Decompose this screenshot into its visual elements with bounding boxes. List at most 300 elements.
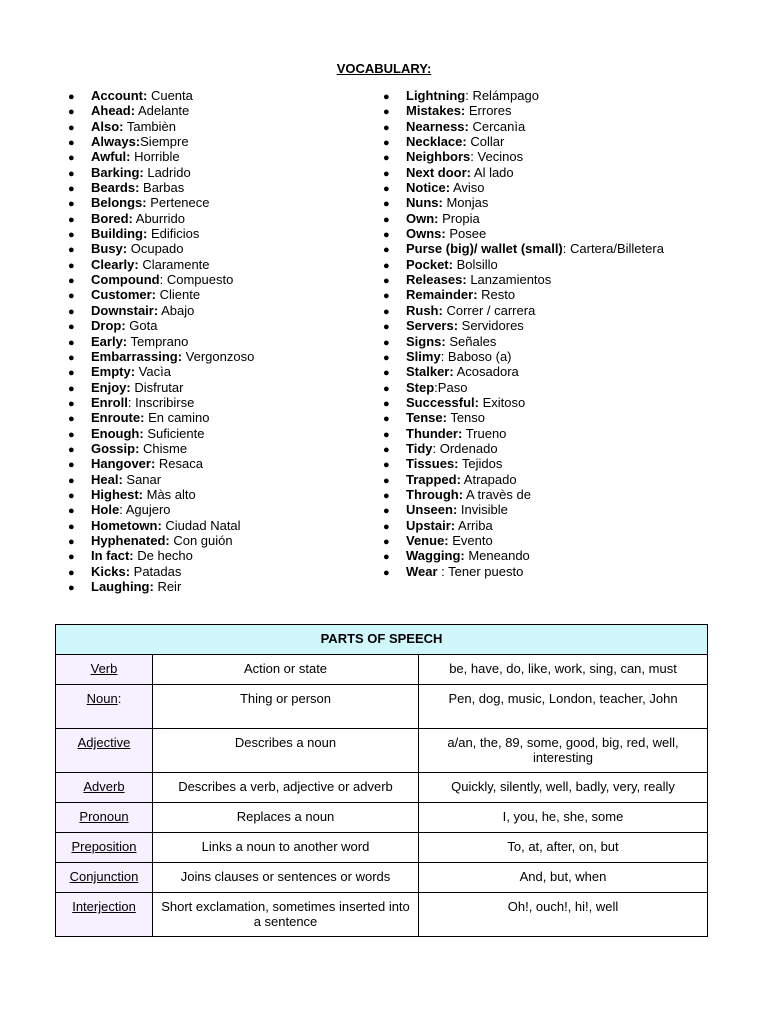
table-row	[56, 773, 708, 803]
bullet-icon: ●	[383, 443, 390, 456]
vocab-item	[68, 257, 254, 272]
bullet-icon: ●	[383, 505, 390, 518]
vocab-term: Necklace:	[406, 134, 467, 150]
part-of-speech-label: Interjection	[72, 899, 136, 914]
part-of-speech-name	[56, 803, 153, 833]
bullet-icon: ●	[383, 351, 390, 364]
bullet-icon: ●	[68, 382, 75, 395]
vocab-item	[68, 518, 254, 533]
vocab-item	[383, 395, 664, 410]
part-of-speech-label: Pronoun	[79, 809, 129, 824]
vocab-item	[68, 564, 254, 579]
vocab-definition: Resto	[477, 287, 516, 303]
bullet-icon: ●	[383, 106, 390, 119]
vocab-term: Thunder:	[406, 425, 463, 441]
vocab-definition: Tenso	[446, 410, 486, 426]
vocabulary-column-left	[68, 88, 254, 594]
vocab-definition: Posee	[445, 226, 487, 242]
bullet-icon: ●	[383, 413, 390, 426]
bullet-icon: ●	[383, 397, 390, 410]
bullet-icon: ●	[68, 397, 75, 410]
vocab-definition: Lanzamientos	[466, 272, 552, 288]
vocab-item	[68, 318, 254, 333]
vocab-definition: Vecinos	[473, 149, 524, 165]
vocab-item	[68, 410, 254, 425]
bullet-icon: ●	[68, 106, 75, 119]
vocab-item	[383, 426, 664, 441]
vocab-term: Early:	[91, 333, 128, 349]
vocab-item	[383, 487, 664, 502]
part-of-speech-label: Noun	[86, 691, 118, 706]
vocab-term: Enough:	[91, 425, 144, 441]
table-row	[56, 893, 708, 937]
bullet-icon: ●	[68, 152, 75, 165]
bullet-icon: ●	[383, 137, 390, 150]
part-of-speech-label: Adjective	[77, 735, 131, 750]
vocab-definition: Aburrido	[132, 210, 185, 226]
vocab-definition: Claramente	[138, 256, 210, 272]
part-of-speech-description: Links a noun to another word	[153, 833, 419, 863]
vocab-item	[383, 103, 664, 118]
vocab-item	[68, 180, 254, 195]
vocab-term: Hometown:	[91, 517, 162, 533]
part-of-speech-label: Verb	[90, 661, 118, 676]
vocab-item	[383, 149, 664, 164]
vocab-item	[68, 165, 254, 180]
vocab-term: Stalker:	[406, 364, 454, 380]
vocab-item	[68, 579, 254, 594]
vocab-definition: Temprano	[127, 333, 189, 349]
vocab-definition: Siempre	[140, 134, 189, 150]
vocab-item	[68, 241, 254, 256]
bullet-icon: ●	[383, 244, 390, 257]
vocab-item	[383, 441, 664, 456]
vocab-term: Step	[406, 379, 435, 395]
bullet-icon: ●	[383, 121, 390, 134]
table-header: PARTS OF SPEECH	[56, 625, 708, 655]
vocab-term: Heal:	[91, 471, 123, 487]
vocab-definition: Cuenta	[147, 88, 193, 103]
vocab-item	[383, 548, 664, 563]
part-of-speech-name	[56, 773, 153, 803]
vocab-item	[68, 472, 254, 487]
vocab-item	[383, 180, 664, 195]
bullet-icon: ●	[383, 520, 390, 533]
vocab-definition: Correr / carrera	[442, 302, 536, 318]
part-of-speech-name	[56, 863, 153, 893]
vocab-definition: Màs alto	[143, 486, 196, 502]
bullet-icon: ●	[68, 321, 75, 334]
vocab-item	[68, 103, 254, 118]
vocab-definition: Cartera/Billetera	[566, 241, 664, 257]
bullet-icon: ●	[68, 275, 75, 288]
part-of-speech-description: Joins clauses or sentences or words	[153, 863, 419, 893]
bullet-icon: ●	[383, 259, 390, 272]
bullet-icon: ●	[68, 198, 75, 211]
part-of-speech-name	[56, 655, 153, 685]
bullet-icon: ●	[68, 459, 75, 472]
bullet-icon: ●	[383, 275, 390, 288]
vocab-item	[68, 426, 254, 441]
vocab-term: Pocket:	[406, 256, 453, 272]
vocab-definition: Ladrido	[143, 164, 191, 180]
vocab-term: Remainder:	[406, 287, 478, 303]
vocab-term: Rush:	[406, 302, 443, 318]
bullet-icon: ●	[383, 305, 390, 318]
vocab-definition: Relámpago	[468, 88, 539, 103]
vocab-item	[68, 195, 254, 210]
vocab-item	[383, 119, 664, 134]
vocab-item	[383, 410, 664, 425]
vocab-term: Hyphenated:	[91, 532, 170, 548]
vocab-term: Hole	[91, 502, 120, 518]
vocab-term: Ahead:	[91, 103, 136, 119]
vocab-term: Gossip:	[91, 440, 140, 456]
vocab-definition: Bolsillo	[452, 256, 498, 272]
vocab-term: Beards:	[91, 180, 140, 196]
vocab-item	[68, 364, 254, 379]
vocab-separator: :	[119, 502, 123, 518]
bullet-icon: ●	[68, 336, 75, 349]
bullet-icon: ●	[68, 167, 75, 180]
table-row	[56, 655, 708, 685]
vocab-separator: :	[434, 379, 438, 395]
bullet-icon: ●	[68, 413, 75, 426]
vocab-definition: Pertenece	[146, 195, 210, 211]
vocab-item	[68, 441, 254, 456]
part-of-speech-description: Replaces a noun	[153, 803, 419, 833]
vocab-term: Wagging:	[406, 548, 465, 564]
vocab-term: Embarrassing:	[91, 348, 183, 364]
vocab-item	[383, 226, 664, 241]
vocab-item	[383, 380, 664, 395]
vocab-term: Successful:	[406, 394, 479, 410]
vocab-definition: Agujero	[122, 502, 171, 518]
vocab-term: Nearness:	[406, 118, 469, 134]
vocab-term: Always:	[91, 134, 141, 150]
vocab-item	[68, 456, 254, 471]
bullet-icon: ●	[383, 535, 390, 548]
vocab-separator: :	[437, 563, 445, 579]
vocab-separator: :	[562, 241, 567, 257]
vocab-item	[383, 564, 664, 579]
bullet-icon: ●	[68, 244, 75, 257]
vocab-item	[383, 533, 664, 548]
vocab-term: Next door:	[406, 164, 471, 180]
vocab-item	[68, 134, 254, 149]
vocab-definition: Ocupado	[127, 241, 184, 257]
vocab-item	[68, 395, 254, 410]
vocab-definition: Arriba	[455, 517, 493, 533]
table-row	[56, 833, 708, 863]
vocab-definition: Con guión	[169, 532, 233, 548]
bullet-icon: ●	[68, 443, 75, 456]
part-of-speech-examples: And, but, when	[419, 863, 708, 893]
vocab-definition: Propia	[438, 210, 480, 226]
vocab-definition: Sanar	[122, 471, 162, 487]
vocab-term: Venue:	[406, 532, 449, 548]
bullet-icon: ●	[68, 582, 75, 594]
vocab-definition: Al lado	[471, 164, 514, 180]
vocab-term: Owns:	[406, 226, 446, 242]
vocab-definition: Trueno	[462, 425, 507, 441]
vocab-term: In fact:	[91, 548, 134, 564]
bullet-icon: ●	[68, 305, 75, 318]
vocab-item	[68, 226, 254, 241]
bullet-icon: ●	[383, 489, 390, 502]
table-row	[56, 803, 708, 833]
vocab-term: Hangover:	[91, 456, 156, 472]
vocab-item	[68, 487, 254, 502]
vocab-term: Own:	[406, 210, 439, 226]
vocab-definition: Tambièn	[123, 118, 177, 134]
bullet-icon: ●	[68, 229, 75, 242]
vocab-term: Kicks:	[91, 563, 131, 579]
vocab-term: Enjoy:	[91, 379, 131, 395]
vocab-definition: Cliente	[156, 287, 201, 303]
vocabulary-column-right	[383, 88, 664, 579]
vocab-item	[383, 334, 664, 349]
bullet-icon: ●	[68, 535, 75, 548]
vocab-item	[383, 472, 664, 487]
page-title: VOCABULARY:	[336, 61, 432, 76]
vocab-item	[383, 272, 664, 287]
part-of-speech-label: Conjunction	[69, 869, 139, 884]
vocab-item	[383, 165, 664, 180]
vocab-definition: Compuesto	[163, 272, 234, 288]
vocab-definition: Patadas	[130, 563, 182, 579]
vocab-item	[383, 349, 664, 364]
vocab-item	[68, 149, 254, 164]
vocab-term: Releases:	[406, 272, 467, 288]
part-of-speech-examples: Oh!, ouch!, hi!, well	[419, 893, 708, 937]
vocab-definition: En camino	[144, 410, 210, 426]
vocab-item	[383, 134, 664, 149]
vocab-definition: Baboso (a)	[444, 348, 512, 364]
part-of-speech-examples: Pen, dog, music, London, teacher, John	[419, 685, 708, 729]
vocab-separator: :	[440, 348, 445, 364]
vocab-term: Servers:	[406, 318, 459, 334]
bullet-icon: ●	[383, 213, 390, 226]
bullet-icon: ●	[383, 91, 390, 103]
part-of-speech-description: Thing or person	[153, 685, 419, 729]
vocab-definition: Abajo	[158, 302, 195, 318]
vocab-definition: Paso	[437, 379, 468, 395]
part-of-speech-description: Action or state	[153, 655, 419, 685]
vocab-definition: Meneando	[464, 548, 530, 564]
vocab-definition: Acosadora	[453, 364, 519, 380]
vocab-term: Through:	[406, 486, 464, 502]
vocab-definition: Barbas	[139, 180, 185, 196]
vocab-term: Tense:	[406, 410, 447, 426]
vocab-item	[383, 241, 664, 256]
bullet-icon: ●	[68, 290, 75, 303]
vocab-definition: Chisme	[139, 440, 188, 456]
vocab-term: Notice:	[406, 180, 451, 196]
table-row	[56, 729, 708, 773]
vocab-definition: Vergonzoso	[182, 348, 255, 364]
vocab-term: Enroute:	[91, 410, 145, 426]
vocab-item	[383, 502, 664, 517]
bullet-icon: ●	[68, 520, 75, 533]
vocab-item	[383, 318, 664, 333]
bullet-icon: ●	[383, 382, 390, 395]
vocab-term: Laughing:	[91, 579, 154, 594]
vocab-separator: :	[432, 440, 437, 456]
vocab-term: Enroll	[91, 394, 128, 410]
vocab-term: Barking:	[91, 164, 144, 180]
bullet-icon: ●	[383, 336, 390, 349]
vocab-item	[68, 349, 254, 364]
part-of-speech-examples: To, at, after, on, but	[419, 833, 708, 863]
vocab-definition: Exitoso	[478, 394, 526, 410]
part-of-speech-examples: I, you, he, she, some	[419, 803, 708, 833]
vocab-item	[383, 211, 664, 226]
vocab-definition: Evento	[448, 532, 493, 548]
bullet-icon: ●	[68, 137, 75, 150]
bullet-icon: ●	[383, 428, 390, 441]
bullet-icon: ●	[383, 566, 390, 579]
vocab-separator: :	[470, 149, 474, 165]
bullet-icon: ●	[68, 489, 75, 502]
vocab-term: Tissues:	[406, 456, 459, 472]
bullet-icon: ●	[68, 121, 75, 134]
vocab-separator: :	[127, 394, 132, 410]
vocab-definition: Ciudad Natal	[161, 517, 241, 533]
vocab-definition: Collar	[466, 134, 505, 150]
vocab-item	[68, 334, 254, 349]
bullet-icon: ●	[68, 351, 75, 364]
bullet-icon: ●	[68, 566, 75, 579]
bullet-icon: ●	[383, 152, 390, 165]
vocab-definition: A travès de	[463, 486, 531, 502]
bullet-icon: ●	[68, 259, 75, 272]
vocab-item	[68, 88, 254, 103]
vocab-term: Also:	[91, 118, 124, 134]
vocab-term: Neighbors	[406, 149, 471, 165]
part-of-speech-examples: a/an, the, 89, some, good, big, red, well, interesting	[419, 729, 708, 773]
vocab-definition: Vacìa	[135, 364, 171, 380]
bullet-icon: ●	[383, 183, 390, 196]
vocab-term: Nuns:	[406, 195, 443, 211]
vocab-definition: Aviso	[450, 180, 485, 196]
part-of-speech-name	[56, 893, 153, 937]
bullet-icon: ●	[68, 505, 75, 518]
bullet-icon: ●	[68, 551, 75, 564]
vocab-term: Empty:	[91, 364, 136, 380]
vocab-term: Slimy	[406, 348, 441, 364]
vocab-term: Mistakes:	[406, 103, 466, 119]
vocab-definition: Edificios	[147, 226, 200, 242]
vocab-definition: Horrible	[130, 149, 180, 165]
vocab-term: Building:	[91, 226, 148, 242]
vocab-definition: Atrapado	[460, 471, 517, 487]
part-of-speech-name	[56, 685, 153, 729]
vocab-separator: :	[159, 272, 164, 288]
vocab-definition: De hecho	[133, 548, 193, 564]
vocab-item	[383, 195, 664, 210]
bullet-icon: ●	[68, 183, 75, 196]
vocab-definition: Reir	[153, 579, 182, 594]
vocab-term: Bored:	[91, 210, 133, 226]
vocab-term: Purse (big)/ wallet (small)	[406, 241, 563, 257]
table-row	[56, 685, 708, 729]
vocab-definition: Adelante	[135, 103, 190, 119]
bullet-icon: ●	[383, 198, 390, 211]
part-of-speech-suffix: :	[117, 691, 122, 706]
vocab-term: Account:	[91, 88, 148, 103]
vocab-definition: Gota	[125, 318, 158, 334]
vocab-item	[68, 119, 254, 134]
vocab-term: Unseen:	[406, 502, 458, 518]
vocab-item	[68, 380, 254, 395]
part-of-speech-name	[56, 833, 153, 863]
vocab-definition: Resaca	[155, 456, 203, 472]
vocab-definition: Cercanìa	[468, 118, 526, 134]
vocab-term: Downstair:	[91, 302, 159, 318]
vocab-term: Drop:	[91, 318, 126, 334]
bullet-icon: ●	[383, 321, 390, 334]
vocab-separator: :	[465, 88, 469, 103]
table-row	[56, 863, 708, 893]
vocab-definition: Monjas	[442, 195, 489, 211]
vocab-definition: Tener puesto	[444, 563, 524, 579]
vocab-term: Highest:	[91, 486, 143, 502]
vocab-item	[68, 287, 254, 302]
vocab-term: Lightning	[406, 88, 466, 103]
vocab-item	[383, 518, 664, 533]
part-of-speech-name	[56, 729, 153, 773]
part-of-speech-label: Preposition	[71, 839, 137, 854]
bullet-icon: ●	[68, 367, 75, 380]
vocab-item	[383, 303, 664, 318]
vocab-item	[383, 287, 664, 302]
vocab-item	[383, 88, 664, 103]
vocab-term: Belongs:	[91, 195, 147, 211]
part-of-speech-examples: Quickly, silently, well, badly, very, really	[419, 773, 708, 803]
bullet-icon: ●	[383, 459, 390, 472]
vocab-term: Clearly:	[91, 256, 139, 272]
vocab-term: Compound	[91, 272, 160, 288]
bullet-icon: ●	[383, 229, 390, 242]
bullet-icon: ●	[68, 91, 75, 103]
part-of-speech-description: Describes a noun	[153, 729, 419, 773]
bullet-icon: ●	[383, 474, 390, 487]
bullet-icon: ●	[383, 290, 390, 303]
vocab-item	[68, 211, 254, 226]
vocab-term: Upstair:	[406, 517, 456, 533]
vocab-definition: Ordenado	[436, 440, 498, 456]
vocab-item	[383, 456, 664, 471]
vocab-item	[68, 502, 254, 517]
vocab-definition: Inscribirse	[131, 394, 195, 410]
vocab-definition: Suficiente	[143, 425, 205, 441]
vocab-definition: Servidores	[458, 318, 524, 334]
vocab-definition: Tejidos	[458, 456, 503, 472]
vocab-term: Wear	[406, 563, 438, 579]
vocab-term: Customer:	[91, 287, 157, 303]
part-of-speech-description: Short exclamation, sometimes inserted into a sentence	[153, 893, 419, 937]
parts-of-speech-table	[55, 624, 708, 937]
part-of-speech-description: Describes a verb, adjective or adverb	[153, 773, 419, 803]
bullet-icon: ●	[383, 551, 390, 564]
vocab-item	[68, 303, 254, 318]
vocab-definition: Disfrutar	[130, 379, 184, 395]
vocab-item	[68, 533, 254, 548]
vocab-term: Signs:	[406, 333, 446, 349]
vocab-definition: Señales	[445, 333, 497, 349]
vocab-definition: Errores	[465, 103, 512, 119]
